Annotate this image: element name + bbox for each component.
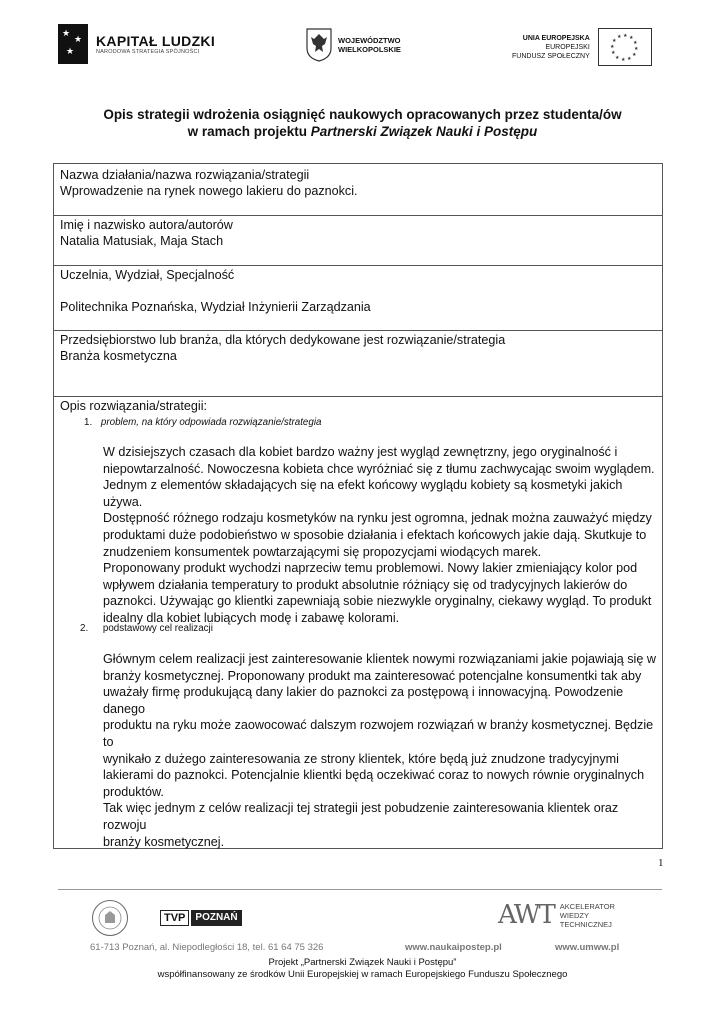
- text-line: Tak więc jednym z celów realizacji tej strategii jest pobudzenie zainteresowania klientek oraz rozwoju: [103, 801, 619, 832]
- text-line: produktami duże podobieństwo w sposobie działania i efektach końcowych jakie dają. Skutkuje to: [103, 527, 647, 542]
- awt-line3: TECHNICZNEJ: [559, 919, 612, 929]
- kapital-ludzki-logo: [58, 24, 215, 64]
- industry-label: Przedsiębiorstwo lub branża, dla których dedykowane jest rozwiązanie/strategia: [60, 333, 506, 347]
- svg-text:★: ★: [611, 38, 617, 44]
- svg-text:★: ★: [626, 56, 632, 62]
- item2-number: 2.: [80, 623, 89, 634]
- footer-divider: [58, 889, 662, 890]
- kapital-ludzki-icon: ★ ★ ★: [58, 24, 88, 64]
- action-name-label: Nazwa działania/nazwa rozwiązania/strategii: [60, 168, 310, 182]
- item1-title: problem, na który odpowiada rozwiązanie/strategia: [100, 417, 322, 428]
- svg-text:★: ★: [610, 50, 616, 56]
- divider: [53, 215, 663, 216]
- section-industry: [60, 332, 505, 364]
- header: [0, 0, 725, 90]
- text-line: lakierami do paznokci. Potencjalnie klientki będą oczekiwać coraz to nowych równie oryginalnych: [103, 768, 645, 783]
- svg-text:★: ★: [632, 40, 638, 46]
- item1-number: 1.: [84, 417, 93, 428]
- awt-logo: [498, 900, 615, 930]
- text-line: znudzeniem konsumentek powtarzającymi się propozycjami wiodących marek.: [103, 544, 542, 559]
- text-line: Głównym celem realizacji jest zainteresowanie klientek nowymi rozwiązaniami jakie pojawiają się w: [103, 652, 656, 666]
- svg-text:★: ★: [622, 33, 628, 39]
- eu-line3: FUNDUSZ SPOŁECZNY: [512, 52, 590, 60]
- text-line: wpływem działania temperatury to produkt absolutnie różniący się od tradycyjnych lakierów do: [103, 577, 628, 592]
- authors-label: Imię i nazwisko autora/autorów: [60, 218, 233, 232]
- svg-text:★: ★: [614, 55, 620, 61]
- svg-text:★: ★: [633, 46, 639, 52]
- text-line: paznokci. Używając go klientki zapewniają sobie niezwykle oryginalny, ciekawy wygląd. To produkt: [103, 594, 652, 609]
- eu-line1: UNIA EUROPEJSKA: [522, 34, 590, 42]
- page-number: 1: [658, 857, 664, 869]
- awt-line1: AKCELERATOR: [559, 901, 615, 911]
- awt-mark: AWT: [498, 900, 554, 930]
- text-line: niepowtarzalność. Nowoczesna kobieta chce wyróżniać się z tłumu zachwycając swoim wyglądem.: [103, 461, 655, 476]
- section-university: [60, 267, 371, 315]
- eagle-crest-icon: [306, 28, 332, 62]
- footer-website-umww[interactable]: www.umww.pl: [555, 942, 620, 953]
- title-line1: Opis strategii wdrożenia osiągnięć naukowych opracowanych przez studenta/ów: [103, 107, 622, 122]
- text-line: wynikało z dużego zainteresowania ze strony klientek, które będą już znudzone tradycyjnymi: [103, 751, 619, 766]
- university-value: Politechnika Poznańska, Wydział Inżynierii Zarządzania: [60, 300, 371, 314]
- svg-text:★: ★: [628, 35, 634, 41]
- item2-heading: [80, 623, 213, 634]
- text-line: produktu na ryku może zaowocować dalszym rozwojem rozwiązań w branży kosmetycznej. Będzie to: [103, 718, 654, 749]
- poznan-label: POZNAŃ: [191, 910, 241, 926]
- text-line: W dzisiejszych czasach dla kobiet bardzo ważny jest wygląd zewnętrzny, jego oryginalność i: [103, 445, 618, 459]
- eu-line2: EUROPEJSKI: [545, 43, 590, 51]
- wojewodztwo-logo: [306, 28, 401, 62]
- eu-flag-icon: [598, 28, 652, 66]
- item1-paragraph: [103, 444, 658, 627]
- project-name: Partnerski Związek Nauki i Postępu: [310, 124, 538, 139]
- awt-line2: WIEDZY: [559, 910, 589, 920]
- tvp-poznan-logo: [160, 910, 242, 926]
- divider: [53, 330, 663, 331]
- eu-logo: [512, 28, 652, 66]
- text-line: Jednym z elementów składających się na efekt końcowy wyglądu kobiety są kosmetyki jakich używa.: [103, 478, 623, 509]
- authors-value: Natalia Matusiak, Maja Stach: [60, 234, 224, 248]
- footer-website-naukaipostep[interactable]: www.naukaipostep.pl: [405, 942, 502, 953]
- text-line: idealny dla kobiet lubiących modę i zabawę kolorami.: [103, 610, 400, 625]
- svg-text:★: ★: [616, 34, 622, 40]
- section-description-label: Opis rozwiązania/strategii:: [60, 399, 207, 413]
- kapital-ludzki-title: KAPITAŁ LUDZKI: [96, 33, 216, 49]
- section-authors: [60, 217, 233, 249]
- document-title: [0, 106, 725, 140]
- svg-text:★: ★: [620, 57, 626, 63]
- text-line: Dostępność różnego rodzaju kosmetyków na rynku jest ogromna, jednak można zauważyć między: [103, 511, 652, 526]
- footer-project-line: Projekt „Partnerski Związek Nauki i Postępu”: [268, 957, 457, 968]
- item1-heading: [84, 417, 321, 428]
- footer-cofinance-line: współfinansowany ze środków Unii Europejskiej w ramach Europejskiego Funduszu Społecznego: [157, 969, 568, 980]
- wojewodztwo-line1: WOJEWÓDZTWO: [338, 36, 401, 45]
- divider: [53, 265, 663, 266]
- wojewodztwo-line2: WIELKOPOLSKIE: [338, 45, 401, 54]
- text-line: branży kosmetycznej.: [103, 834, 225, 849]
- svg-text:★: ★: [631, 52, 637, 58]
- industry-value: Branża kosmetyczna: [60, 349, 177, 363]
- tvp-label: TVP: [160, 910, 189, 926]
- section-action-name: [60, 167, 358, 199]
- text-line: branży kosmetycznej. Proponowany produkt ma zainteresować potencjalne konsumentki tak aby: [103, 668, 642, 683]
- kapital-ludzki-subtitle: NARODOWA STRATEGIA SPÓJNOŚCI: [96, 49, 200, 55]
- politechnika-seal-icon: [92, 900, 128, 936]
- text-line: uważały firmę produkującą dany lakier do paznokci za postępową i innowacyjną. Powodzenie danego: [103, 685, 624, 716]
- divider: [53, 396, 663, 397]
- footer-address: 61-713 Poznań, al. Niepodległości 18, tel. 61 64 75 326: [90, 942, 324, 953]
- item2-paragraph: [103, 651, 658, 850]
- text-line: produktów.: [103, 784, 164, 799]
- title-line2: w ramach projektu Partnerski Związek Nauki i Postępu: [187, 124, 538, 139]
- item2-title: podstawowy cel realizacji: [102, 623, 213, 634]
- svg-text:★: ★: [609, 44, 615, 50]
- university-label: Uczelnia, Wydział, Specjalność: [60, 268, 235, 282]
- action-name-value: Wprowadzenie na rynek nowego lakieru do paznokci.: [60, 184, 358, 198]
- text-line: Proponowany produkt wychodzi naprzeciw temu problemowi. Nowy lakier zmieniający kolor pod: [103, 561, 638, 576]
